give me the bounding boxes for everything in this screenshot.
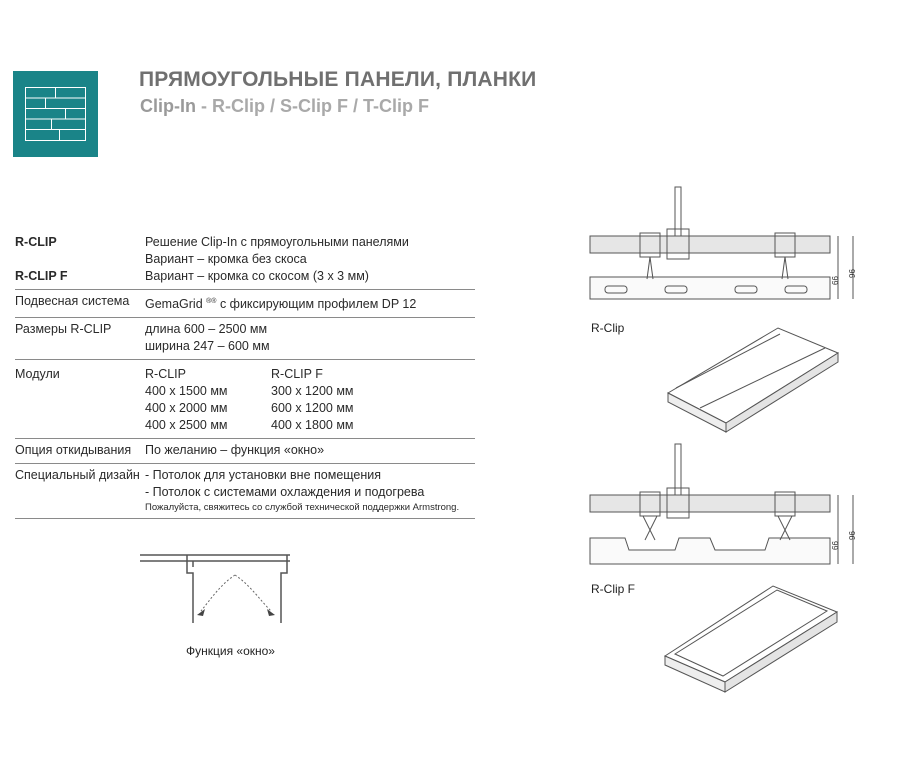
- spec-label: Размеры R-CLIP: [15, 322, 112, 337]
- spec-row-modules: [15, 360, 475, 439]
- rclipf-panel-illustration: [655, 578, 855, 698]
- spec-row-suspension: [15, 290, 475, 318]
- logo-panels-icon: [13, 71, 98, 157]
- rclip-section-diagram: [585, 183, 875, 308]
- spec-value: длина 600 – 2500 мм: [145, 322, 268, 337]
- dim-label-66: 66: [831, 276, 840, 285]
- module-item: 400 x 2000 мм: [145, 401, 228, 416]
- modules-col-rclipf: [271, 366, 397, 434]
- spec-value: - Потолок с системами охлаждения и подогрева: [145, 485, 425, 500]
- page-subtitle: [140, 96, 429, 117]
- spec-value: - Потолок для установки вне помещения: [145, 468, 382, 483]
- registered-mark: ®®: [206, 298, 217, 305]
- brand-name: GemaGrid: [145, 297, 203, 312]
- spec-label: R-CLIP F: [15, 269, 68, 283]
- dim-label-66: 66: [831, 541, 840, 550]
- window-function-caption: Функция «окно»: [186, 644, 275, 658]
- page-title: ПРЯМОУГОЛЬНЫЕ ПАНЕЛИ, ПЛАНКИ: [139, 68, 537, 91]
- spec-row-hinge: [15, 439, 475, 464]
- module-item: 400 x 1500 мм: [145, 384, 228, 399]
- spec-row-rclipf: [15, 268, 475, 290]
- rclip-panel-illustration: [660, 318, 855, 438]
- module-item: 400 x 2500 мм: [145, 418, 228, 433]
- window-function-diagram: [135, 545, 295, 625]
- module-item: 600 x 1200 мм: [271, 401, 354, 416]
- spec-value: [145, 293, 475, 313]
- spec-value: Решение Clip-In с прямоугольными панелями: [145, 235, 409, 249]
- spec-label: Специальный дизайн: [15, 468, 140, 483]
- rclip-caption: R-Clip: [591, 321, 625, 335]
- modules-col-rclip: [145, 366, 271, 434]
- spec-label: R-CLIP: [15, 235, 57, 249]
- support-note: Пожалуйста, свяжитесь со службой технической поддержки Armstrong.: [145, 502, 460, 514]
- dim-label-96: 96: [848, 269, 857, 278]
- spec-value: Вариант – кромка без скоса: [145, 252, 307, 266]
- dim-label-96: 96: [848, 531, 857, 540]
- rclipf-section-diagram: [585, 440, 875, 575]
- spec-table: [15, 231, 475, 519]
- subtitle-variants: - R-Clip / S-Clip F / T-Clip F: [196, 96, 429, 116]
- rclipf-caption: R-Clip F: [591, 582, 635, 596]
- module-item: 400 x 1800 мм: [271, 418, 354, 433]
- module-item: 300 x 1200 мм: [271, 384, 354, 399]
- module-item: R-CLIP: [145, 367, 186, 382]
- module-item: R-CLIP F: [271, 367, 323, 382]
- spec-value: По желанию – функция «окно»: [145, 443, 325, 458]
- spec-row-sizes: [15, 318, 475, 360]
- spec-value: ширина 247 – 600 мм: [145, 339, 270, 354]
- spec-label: Модули: [15, 367, 60, 382]
- subtitle-system: Clip-In: [140, 96, 196, 116]
- spec-label: Опция откидывания: [15, 443, 132, 458]
- spec-row-special: [15, 464, 475, 519]
- spec-value: Вариант – кромка со скосом (3 x 3 мм): [145, 269, 369, 283]
- spec-row-rclip: [15, 231, 475, 268]
- modules-columns: [145, 366, 475, 434]
- suspension-detail: с фиксирующим профилем DP 12: [216, 297, 417, 312]
- spec-label: Подвесная система: [15, 294, 130, 308]
